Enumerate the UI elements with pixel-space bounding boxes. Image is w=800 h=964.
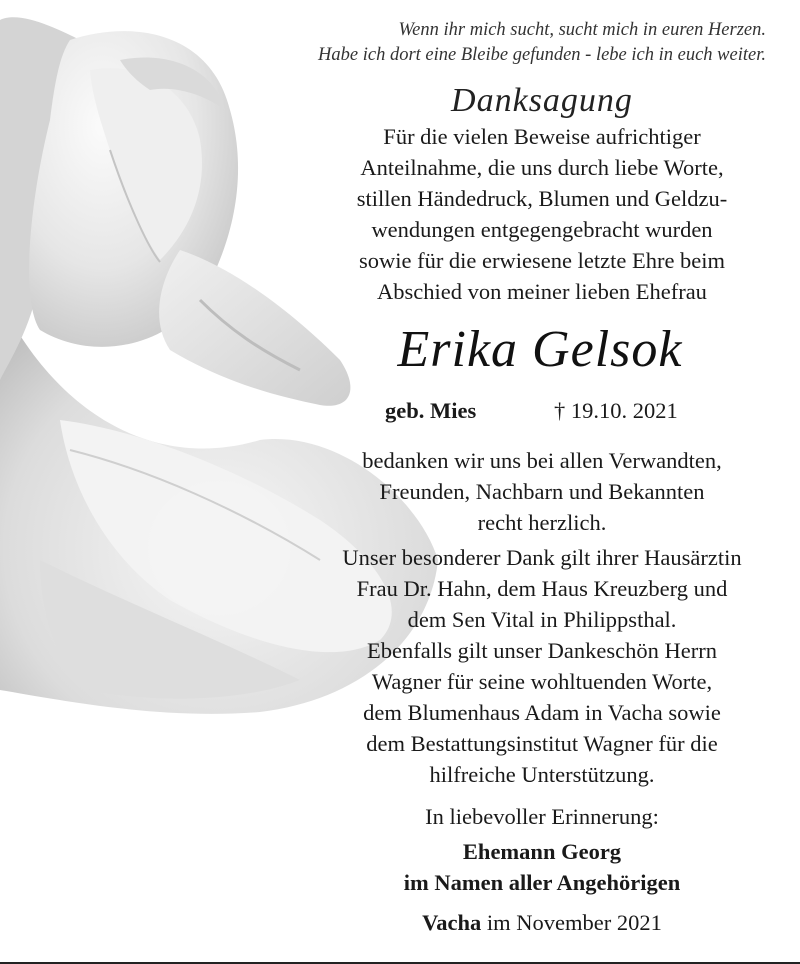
special-thanks-line: dem Blumenhaus Adam in Vacha sowie [363, 700, 721, 725]
special-thanks-line: dem Sen Vital in Philippsthal. [407, 607, 677, 632]
signer: Ehemann Georg [462, 839, 622, 864]
motto-line: Habe ich dort eine Bleibe gefunden - lebe ich in euch weiter. [318, 45, 766, 65]
intro-line: Anteilnahme, die uns durch liebe Worte, [360, 155, 724, 180]
date: im November 2021 [486, 910, 662, 935]
intro-line: wendungen entgegengebracht wurden [371, 217, 713, 242]
intro-line: Für die vielen Beweise aufrichtiger [383, 124, 701, 149]
closing-line: In liebevoller Erinnerung: [425, 804, 659, 829]
place: Vacha [422, 910, 482, 935]
thanks-line: recht herzlich. [477, 510, 607, 535]
deceased-name: Erika Gelsok [397, 321, 683, 378]
thanks-line: Freunden, Nachbarn und Bekannten [379, 479, 705, 504]
birth-name: geb. Mies [385, 398, 477, 423]
death-date: † 19.10. 2021 [554, 398, 678, 423]
place-date [422, 910, 662, 936]
intro-line: sowie für die erwiesene letzte Ehre beim [358, 248, 726, 273]
special-thanks-line: hilfreiche Unterstützung. [429, 762, 655, 787]
special-thanks-line: Wagner für seine wohltuenden Worte, [371, 669, 713, 694]
intro-line: stillen Händedruck, Blumen und Geldzu- [356, 186, 728, 211]
special-thanks-line: Frau Dr. Hahn, dem Haus Kreuzberg und [356, 576, 728, 601]
heading: Danksagung [451, 82, 633, 119]
special-thanks-line: Unser besonderer Dank gilt ihrer Hausärztin [342, 545, 742, 570]
family-line: im Namen aller Angehörigen [403, 870, 681, 895]
special-thanks-line: dem Bestattungsinstitut Wagner für die [366, 731, 718, 756]
motto-line: Wenn ihr mich sucht, sucht mich in euren Herzen. [398, 20, 766, 40]
intro-line: Abschied von meiner lieben Ehefrau [377, 279, 707, 304]
thanks-line: bedanken wir uns bei allen Verwandten, [362, 448, 722, 473]
special-thanks-line: Ebenfalls gilt unser Dankeschön Herrn [367, 638, 717, 663]
